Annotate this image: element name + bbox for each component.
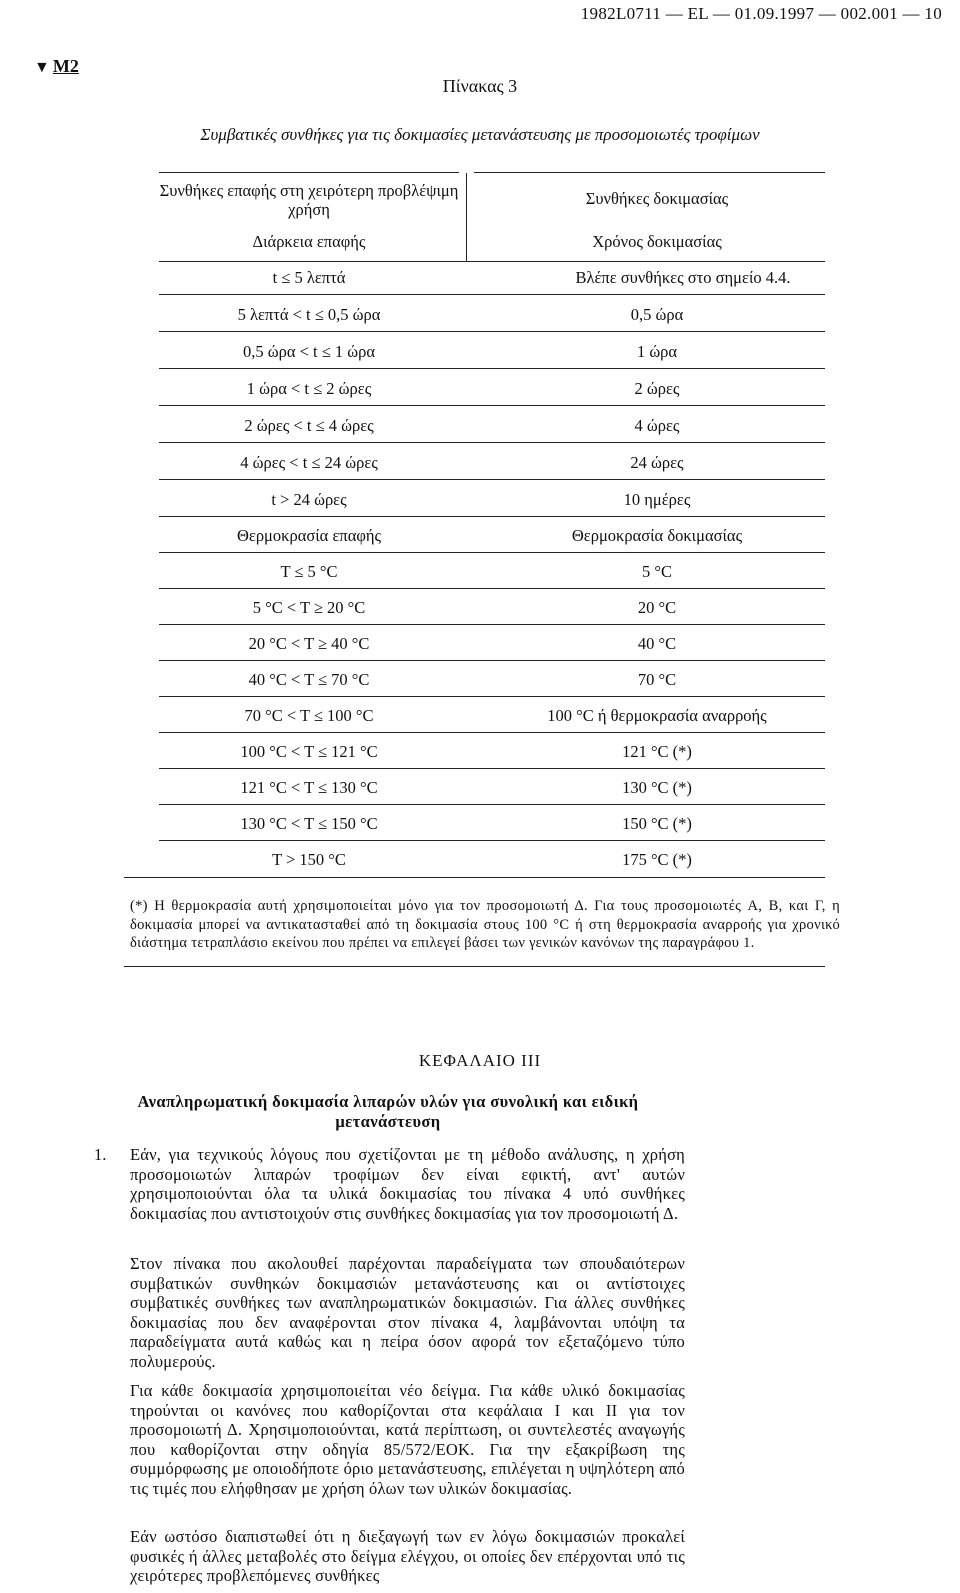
triangle-down-icon: ▼ [34,59,50,76]
table-rule-top-left [159,172,459,173]
body-paragraph: Για κάθε δοκιμασία χρησιμοποιείται νέο δείγμα. Για κάθε υλικό δοκιμασίας τηρούνται οι κανόνες που καθορίζονται στα κεφάλαια I και II για τον προσομοιωτή Δ. Χρησιμοποιούνται, κατά περίπτωση, οι συντελεστές αναγωγής που καθορίζονται στην οδηγία 85/572/ΕΟΚ. Για την εξακρίβωση της συμμόρφωσης με οποιοδήποτε όριο μετανάστευσης, επιλέγεται η υψηλότερη από τις τιμές που ελήφθησαν με χρήση όλων των υλικών δοκιμασίας. [130,1381,685,1498]
table-row-rule [159,696,825,697]
time-row-right: 10 ημέρες [623,490,691,509]
body-paragraph: Εάν, για τεχνικούς λόγους που σχετίζονται με τη μέθοδο ανάλυσης, η χρήση προσομοιωτών λιπαρών τροφίμων δεν είναι εφικτή, αντ' αυτών χρησιμοποιούνται όλα τα υλικά δοκιμασίας του πίνακα 4 υπό συνθήκες δοκιμασίας που αντιστοιχούν στις συνθήκες δοκιμασίας για τον προσομοιωτή Δ. [130,1145,685,1223]
time-row-right: 24 ώρες [630,453,684,472]
temp-row-left: T > 150 °C [272,850,346,869]
temp-row-left: 70 °C < T ≤ 100 °C [244,706,374,725]
table-row-rule [159,804,825,805]
document-reference-header: 1982L0711 — EL — 01.09.1997 — 002.001 — 10 [580,4,942,23]
temp-row-right: 70 °C [637,670,677,689]
temp-row-right: 130 °C (*) [622,778,692,797]
temp-row-right: 175 °C (*) [622,850,692,869]
temp-row-left: 40 °C < T ≤ 70 °C [248,670,370,689]
temp-row-right: 20 °C [637,598,677,617]
paragraph-number: 1. [94,1145,107,1164]
temp-row-left: 5 °C < T ≥ 20 °C [252,598,366,617]
header-test-time: Χρόνος δοκιμασίας [592,232,722,251]
table-subtitle: Συμβατικές συνθήκες για τις δοκιμασίες μετανάστευσης με προσομοιωτές τροφίμων [200,125,760,144]
table-row-rule [159,768,825,769]
time-row-right: Βλέπε συνθήκες στο σημείο 4.4. [575,268,791,287]
table-footnote: (*) Η θερμοκρασία αυτή χρησιμοποιείται μόνο για τον προσομοιωτή Δ. Για τους προσομοιωτές A, B, και Γ, η δοκιμασία μπορεί να αντικατασταθεί από τη δοκιμασία στους 100 °C ή στη θερμοκρασία αναρροής για χρονικό διάστημα τετραπλάσιο εκείνου που πρέπει να επιλεγεί βάσει των γενικών κανόνων της παραγράφου 1. [130,898,840,951]
table-row-rule [159,516,825,517]
table-row-rule [159,624,825,625]
time-row-left: 1 ώρα < t ≤ 2 ώρες [246,379,372,398]
time-row-left: 2 ώρες < t ≤ 4 ώρες [244,416,374,435]
body-paragraph: Εάν ωστόσο διαπιστωθεί ότι η διεξαγωγή των εν λόγω δοκιμασιών προκαλεί φυσικές ή άλλες μεταβολές στο δείγμα ελέγχου, οι οποίες δεν επέρχονται υπό τις χειρότερες προβλεπόμενες συνθήκες [130,1527,685,1586]
body-paragraph: Στον πίνακα που ακολουθεί παρέχονται παραδείγματα των σπουδαιότερων συμβατικών συνθηκών δοκιμασιών μετανάστευσης και οι αντίστοιχες συμβατικές συνθήκες των αναπληρωματικών δοκιμασιών. Για άλλες συνθήκες δοκιμασίας που δεν αναφέρονται στον πίνακα 4, λαμβάνονται υπόψη τα παραδείγματα αυτά καθώς και η πείρα όσον αφορά τον εξεταζόμενο τύπο πολυμερούς. [130,1254,685,1371]
table-row-rule [159,368,825,369]
time-row-right: 4 ώρες [634,416,680,435]
time-row-left: t > 24 ώρες [271,490,347,509]
table-row-rule [159,552,825,553]
temp-row-left: 121 °C < T ≤ 130 °C [240,778,378,797]
header-test-temperature: Θερμοκρασία δοκιμασίας [571,526,743,545]
header-contact-temperature: Θερμοκρασία επαφής [236,526,382,545]
table-rule-header-bottom [159,261,825,262]
table-row-rule [159,331,825,332]
temp-row-left: 20 °C < T ≥ 40 °C [248,634,370,653]
temp-row-right: 5 °C [642,562,672,581]
table-row-rule [159,588,825,589]
time-row-left: t ≤ 5 λεπτά [272,268,346,287]
table-row-rule [159,732,825,733]
section-title: Αναπληρωματική δοκιμασία λιπαρών υλών για συνολική και ειδική μετανάστευση [137,1092,639,1131]
temp-row-left: T ≤ 5 °C [280,562,338,581]
header-test-conditions: Συνθήκες δοκιμασίας [585,189,729,208]
temp-row-right: 100 °C ή θερμοκρασία αναρροής [547,706,767,725]
footnote-rule-bottom [124,966,825,967]
time-row-left: 5 λεπτά < t ≤ 0,5 ώρα [237,305,381,324]
header-contact-duration: Διάρκεια επαφής [252,232,366,251]
time-row-left: 4 ώρες < t ≤ 24 ώρες [240,453,378,472]
temp-row-right: 150 °C (*) [622,814,692,833]
table-row-rule [159,442,825,443]
amendment-code: M2 [52,56,79,76]
table-rule-top-right [474,172,825,173]
table-row-rule [159,660,825,661]
temp-row-left: 100 °C < T ≤ 121 °C [240,742,378,761]
header-contact-conditions: Συνθήκες επαφής στη χειρότερη προβλέψιμη χρήση [159,181,459,219]
time-row-right: 0,5 ώρα [630,305,684,324]
time-row-right: 1 ώρα [636,342,678,361]
table-row-rule [159,405,825,406]
time-row-right: 2 ώρες [634,379,680,398]
table-row-rule [159,294,825,295]
amendment-marker [34,56,79,77]
table-rule-bottom [124,877,825,878]
chapter-heading: ΚΕΦΑΛΑΙΟ III [418,1051,542,1070]
temp-row-right: 121 °C (*) [622,742,692,761]
table-row-rule [159,479,825,480]
table-title: Πίνακας 3 [442,76,518,96]
temp-row-right: 40 °C [637,634,677,653]
time-row-left: 0,5 ώρα < t ≤ 1 ώρα [242,342,376,361]
table-column-divider [466,173,467,261]
temp-row-left: 130 °C < T ≤ 150 °C [240,814,378,833]
table-row-rule [159,840,825,841]
